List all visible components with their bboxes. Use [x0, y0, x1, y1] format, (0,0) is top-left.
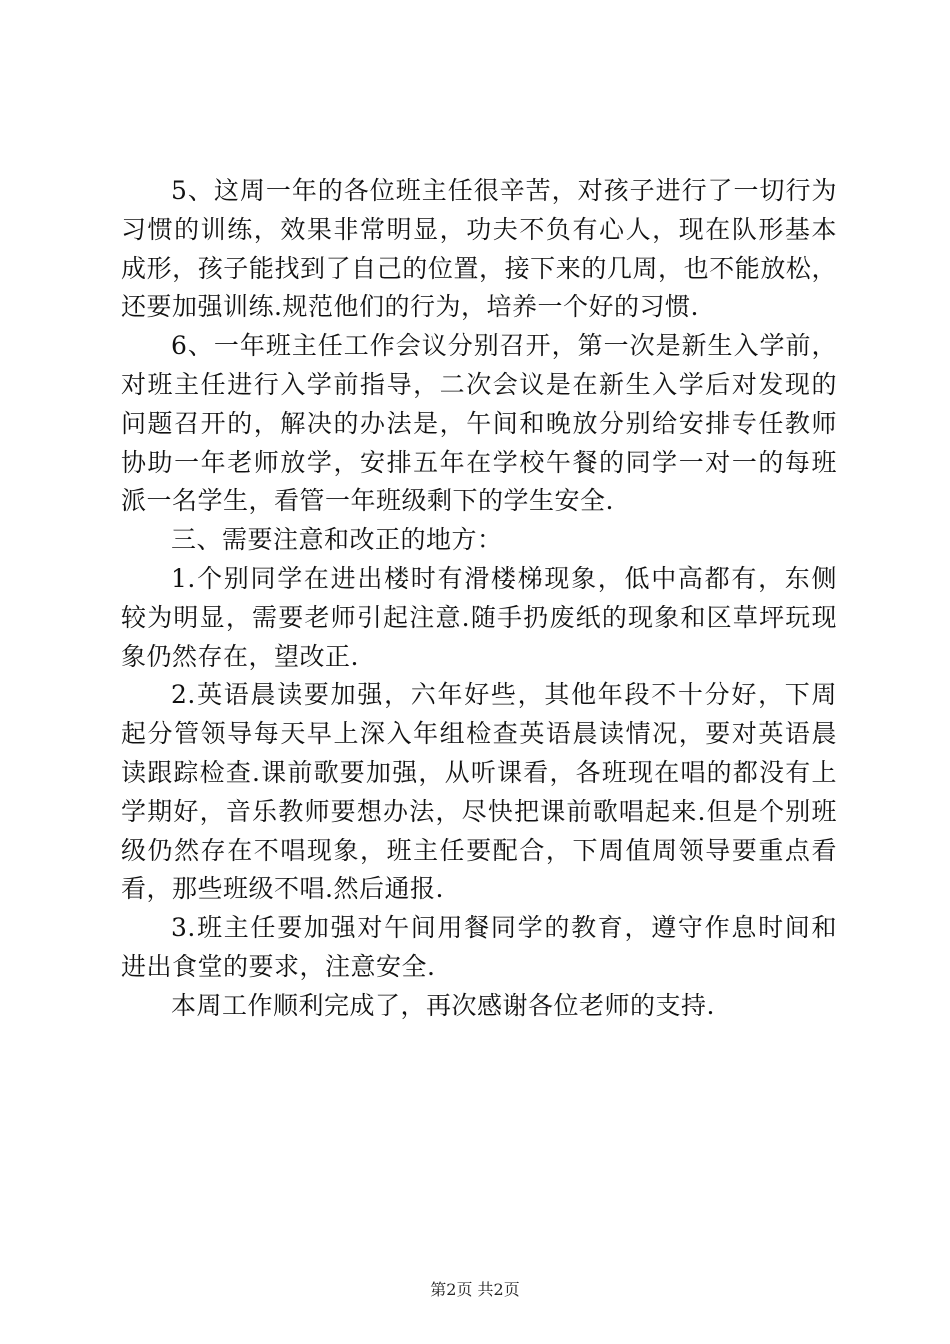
paragraph-line: 读跟踪检查.课前歌要加强，从听课看，各班现在唱的都没有上 — [121, 757, 837, 787]
item-2 — [121, 676, 837, 909]
page-number-footer: 第2页 共2页 — [430, 1280, 520, 1299]
paragraph-line: 看，那些班级不唱.然后通报. — [121, 874, 444, 904]
paragraph-line: 进出食堂的要求，注意安全. — [121, 951, 436, 981]
paragraph-line: 本周工作顺利完成了，再次感谢各位老师的支持. — [171, 990, 715, 1020]
paragraph-line: 派一名学生，看管一年班级剩下的学生安全. — [121, 486, 614, 516]
paragraph-line: 习惯的训练，效果非常明显，功夫不负有心人，现在队形基本 — [121, 214, 837, 244]
closing-paragraph — [121, 987, 837, 1026]
paragraph-line: 对班主任进行入学前指导，二次会议是在新生入学后对发现的 — [121, 369, 837, 399]
paragraph-line: 问题召开的，解决的办法是，午间和晚放分别给安排专任教师 — [121, 408, 837, 438]
paragraph-line: 象仍然存在，望改正. — [121, 641, 359, 671]
document-body — [121, 172, 837, 1026]
paragraph-line: 6、一年班主任工作会议分别召开，第一次是新生入学前， — [171, 331, 837, 361]
item-3 — [121, 909, 837, 987]
paragraph-6 — [121, 327, 837, 521]
paragraph-line: 1.个别同学在进出楼时有滑楼梯现象，低中高都有，东侧 — [171, 563, 837, 593]
paragraph-line: 2.英语晨读要加强，六年好些，其他年段不十分好，下周 — [171, 680, 837, 710]
item-1 — [121, 560, 837, 676]
paragraph-5 — [121, 172, 837, 327]
paragraph-line: 协助一年老师放学，安排五年在学校午餐的同学一对一的每班 — [121, 447, 837, 477]
paragraph-line: 较为明显，需要老师引起注意.随手扔废纸的现象和区草坪玩现 — [121, 602, 837, 632]
paragraph-line: 级仍然存在不唱现象，班主任要配合，下周值周领导要重点看 — [121, 835, 837, 865]
paragraph-line: 3.班主任要加强对午间用餐同学的教育，遵守作息时间和 — [171, 913, 837, 943]
paragraph-line: 起分管领导每天早上深入年组检查英语晨读情况，要对英语晨 — [121, 719, 837, 749]
paragraph-line: 学期好，音乐教师要想办法，尽快把课前歌唱起来.但是个别班 — [121, 796, 837, 826]
section-heading-3 — [121, 521, 837, 560]
paragraph-line: 5、这周一年的各位班主任很辛苦，对孩子进行了一切行为 — [171, 176, 837, 205]
paragraph-line: 成形，孩子能找到了自己的位置，接下来的几周，也不能放松， — [121, 253, 837, 283]
paragraph-line: 还要加强训练.规范他们的行为，培养一个好的习惯. — [121, 292, 699, 322]
section-heading: 三、需要注意和改正的地方： — [171, 525, 503, 555]
